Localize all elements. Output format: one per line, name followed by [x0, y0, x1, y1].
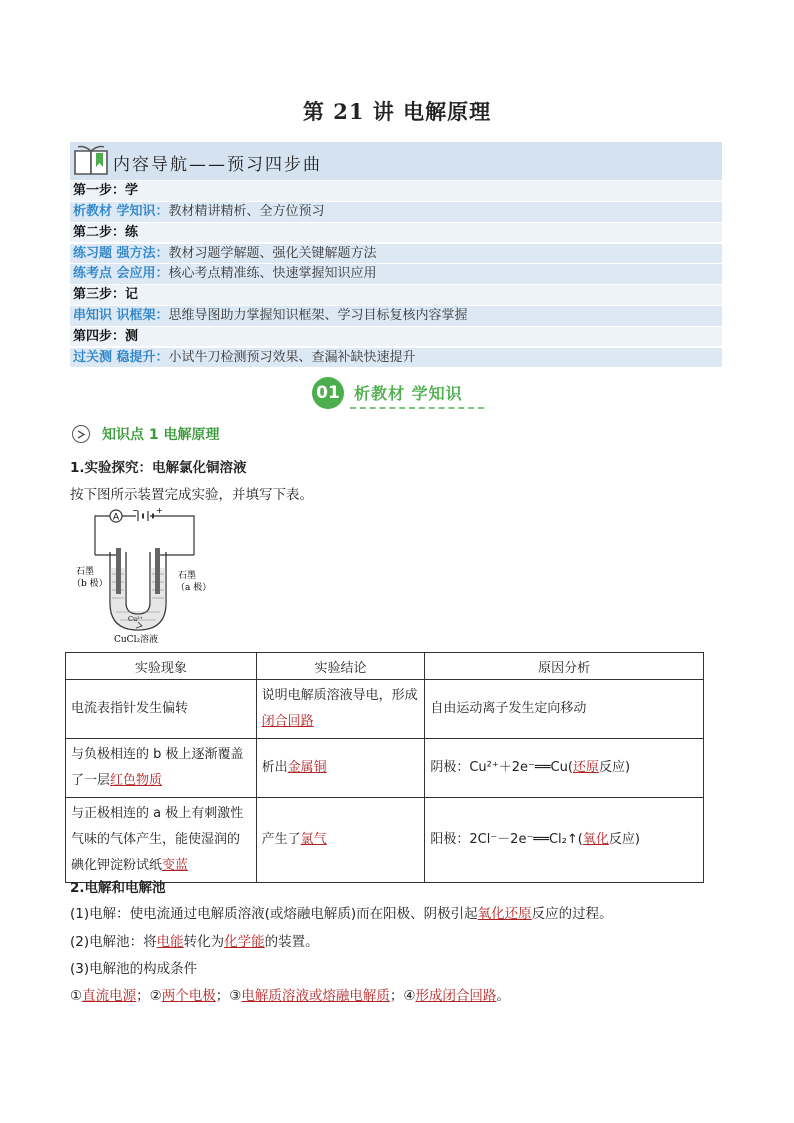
cell-conditions-heading: (3)电解池的构成条件	[70, 961, 198, 977]
answer-text: 电解质溶液或熔融电解质	[241, 988, 390, 1004]
nav-item-desc: 教材习题学解题、强化关键解题方法	[168, 245, 377, 261]
table-header-phenomenon: 实验现象	[66, 653, 257, 680]
text-run: 析出	[261, 760, 288, 775]
experiment-table	[65, 652, 704, 883]
answer-text: 氯气	[300, 832, 327, 847]
knowledge-point-title: 知识点 1 电解原理	[102, 427, 220, 443]
nav-item-tag: 过关测 稳提升：	[73, 349, 169, 365]
nav-item	[70, 306, 722, 326]
nav-item-desc: 核心考点精准练、快速掌握知识应用	[168, 266, 377, 282]
nav-item-tag: 析教材 学知识：	[73, 204, 169, 220]
solution-label: CuCl₂溶液	[114, 635, 159, 645]
arrow-circle-icon	[72, 425, 90, 443]
nav-item	[70, 348, 722, 368]
nav-item-desc: 教材精讲精析、全方位预习	[168, 204, 325, 220]
right-electrode-label: 石墨	[178, 571, 197, 581]
cell-phenomenon	[66, 680, 257, 739]
text-run: 反应)	[598, 760, 631, 775]
nav-step: 第二步：练	[70, 223, 722, 243]
cell-phenomenon	[66, 739, 257, 798]
nav-step: 第三步：记	[70, 285, 722, 305]
table-header-row	[66, 653, 704, 680]
nav-step: 第四步：测	[70, 327, 722, 347]
text-run: 反应)	[608, 832, 640, 847]
content-nav-box	[70, 142, 722, 367]
nav-item	[70, 244, 722, 264]
text-run: ；④	[389, 988, 416, 1004]
section2-heading: 2.电解和电解池	[70, 880, 166, 896]
section-label: 析教材 学知识	[354, 384, 463, 403]
answer-text: 变蓝	[162, 858, 189, 873]
cell-conclusion	[256, 739, 425, 798]
left-electrode-pole: （b 极）	[72, 579, 108, 589]
table-header-reason: 原因分析	[425, 653, 704, 680]
text-run: 转化为	[183, 934, 225, 950]
text-run: 电流表指针发生偏转	[71, 701, 189, 716]
text-run: 与正极相连的 a 极上有刺激性气味的气体产生，能使湿润的碘化钾淀粉试纸	[71, 806, 244, 873]
cell-conditions-list	[70, 984, 510, 1004]
cell-reason	[425, 798, 704, 883]
nav-item-desc: 思维导图助力掌握知识框架、学习目标复核内容掌握	[168, 308, 468, 324]
answer-text: 金属铜	[287, 760, 327, 775]
table-row	[66, 680, 704, 739]
text-run: 的装置。	[264, 934, 319, 950]
section-number: 01	[312, 377, 344, 409]
text-run: (2)电解池：将	[70, 934, 157, 950]
electrolytic-cell-definition	[70, 930, 319, 950]
answer-text: 闭合回路	[261, 714, 314, 729]
svg-text:−: −	[132, 508, 139, 515]
text-run: 自由运动离子发生定向移动	[430, 701, 587, 716]
nav-item	[70, 202, 722, 222]
nav-item-desc: 小试牛刀检测预习效果、查漏补缺快速提升	[168, 349, 416, 365]
text-run: ①	[70, 988, 83, 1004]
cell-reason	[425, 739, 704, 798]
section-banner	[312, 376, 484, 410]
text-run: 说明电解质溶液导电，形成	[261, 688, 418, 703]
answer-text: 还原	[572, 760, 599, 775]
answer-text: 化学能	[224, 934, 265, 950]
nav-item-tag: 练考点 会应用：	[73, 266, 169, 282]
text-run: 阳极：2Cl⁻－2e⁻══Cl₂↑(	[430, 832, 583, 847]
text-run: ；③	[215, 988, 242, 1004]
answer-text: 氧化	[582, 832, 609, 847]
answer-text: 两个电极	[161, 988, 216, 1004]
cell-conclusion	[256, 680, 425, 739]
nav-header	[70, 142, 722, 180]
page-title: 第 21 讲 电解原理	[302, 99, 492, 124]
answer-text: 形成闭合回路	[415, 988, 497, 1004]
text-run: (1)电解：使电流通过电解质溶液(或熔融电解质)而在阳极、阴极引起	[70, 906, 478, 922]
nav-step: 第一步：学	[70, 181, 722, 201]
cell-phenomenon	[66, 798, 257, 883]
text-run: 。	[496, 988, 510, 1004]
table-row	[66, 798, 704, 883]
experiment-heading: 1.实验探究：电解氯化铜溶液	[70, 460, 247, 476]
text-run: ；②	[136, 988, 162, 1004]
electrolysis-apparatus-diagram	[72, 508, 217, 648]
cell-conclusion	[256, 798, 425, 883]
right-electrode-pole: （a 极）	[176, 583, 212, 593]
electrolysis-definition	[70, 902, 613, 922]
answer-text: 电能	[156, 934, 184, 950]
left-electrode-label: 石墨	[76, 567, 95, 577]
experiment-intro: 按下图所示装置完成实验，并填写下表。	[70, 487, 313, 503]
nav-item-tag: 串知识 识框架：	[73, 308, 169, 324]
table-header-conclusion: 实验结论	[256, 653, 425, 680]
nav-rows	[70, 181, 722, 367]
book-icon	[72, 144, 112, 178]
nav-title: 内容导航——预习四步曲	[113, 155, 322, 175]
cell-reason	[425, 680, 704, 739]
nav-item	[70, 264, 722, 284]
ammeter-label: A	[112, 512, 120, 523]
text-run: 反应的过程。	[531, 906, 613, 922]
text-run: 产生了	[261, 832, 301, 847]
text-run: 与负极相连的 b 极上逐渐覆盖了一层	[71, 747, 244, 788]
section-underline	[350, 407, 484, 409]
answer-text: 直流电源	[82, 988, 137, 1004]
answer-text: 氧化还原	[477, 906, 532, 922]
answer-text: 红色物质	[110, 773, 163, 788]
nav-item-tag: 练习题 强方法：	[73, 245, 169, 261]
ion-label: Cu²⁺	[128, 615, 144, 623]
svg-text:+: +	[156, 508, 163, 515]
text-run: 阴极：Cu²⁺＋2e⁻══Cu(	[430, 760, 573, 775]
table-row	[66, 739, 704, 798]
